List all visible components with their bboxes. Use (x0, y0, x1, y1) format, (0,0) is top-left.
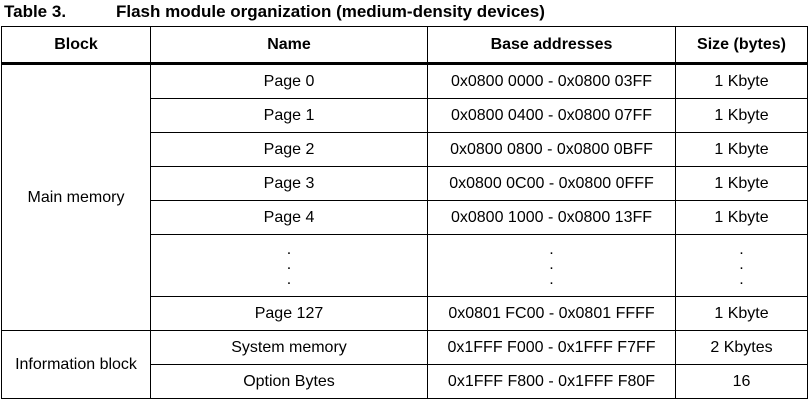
cell-base-address: 0x0800 0000 - 0x0800 03FF (428, 64, 676, 99)
header-base-addresses: Base addresses (428, 27, 676, 64)
cell-name: System memory (151, 331, 428, 365)
cell-size: 2 Kbytes (676, 331, 808, 365)
header-block: Block (2, 27, 151, 64)
cell-name: Page 4 (151, 201, 428, 235)
cell-name: Page 3 (151, 167, 428, 201)
cell-name: Option Bytes (151, 365, 428, 399)
cell-name: Page 0 (151, 64, 428, 99)
ellipsis-base-address: . . . (428, 235, 676, 297)
table-number: Table 3. (4, 2, 67, 21)
cell-base-address: 0x0801 FC00 - 0x0801 FFFF (428, 297, 676, 331)
cell-name: Page 1 (151, 99, 428, 133)
cell-name: Page 127 (151, 297, 428, 331)
ellipsis-size: . . . (676, 235, 808, 297)
cell-size: 1 Kbyte (676, 133, 808, 167)
header-row (2, 27, 808, 64)
table-caption (4, 0, 545, 26)
table-title: Flash module organization (medium-density devices) (116, 2, 545, 21)
cell-base-address: 0x0800 0800 - 0x0800 0BFF (428, 133, 676, 167)
cell-size: 1 Kbyte (676, 201, 808, 235)
cell-size: 16 (676, 365, 808, 399)
cell-size: 1 Kbyte (676, 64, 808, 99)
cell-base-address: 0x1FFF F000 - 0x1FFF F7FF (428, 331, 676, 365)
block-main-memory: Main memory (2, 64, 151, 331)
table-row (2, 64, 808, 99)
cell-size: 1 Kbyte (676, 99, 808, 133)
cell-base-address: 0x0800 0400 - 0x0800 07FF (428, 99, 676, 133)
cell-base-address: 0x1FFF F800 - 0x1FFF F80F (428, 365, 676, 399)
cell-size: 1 Kbyte (676, 167, 808, 201)
ellipsis-name: . . . (151, 235, 428, 297)
flash-organization-table (1, 26, 808, 399)
header-name: Name (151, 27, 428, 64)
block-information: Information block (2, 331, 151, 399)
header-size: Size (bytes) (676, 27, 808, 64)
cell-name: Page 2 (151, 133, 428, 167)
table-row (2, 331, 808, 365)
cell-size: 1 Kbyte (676, 297, 808, 331)
cell-base-address: 0x0800 0C00 - 0x0800 0FFF (428, 167, 676, 201)
cell-base-address: 0x0800 1000 - 0x0800 13FF (428, 201, 676, 235)
